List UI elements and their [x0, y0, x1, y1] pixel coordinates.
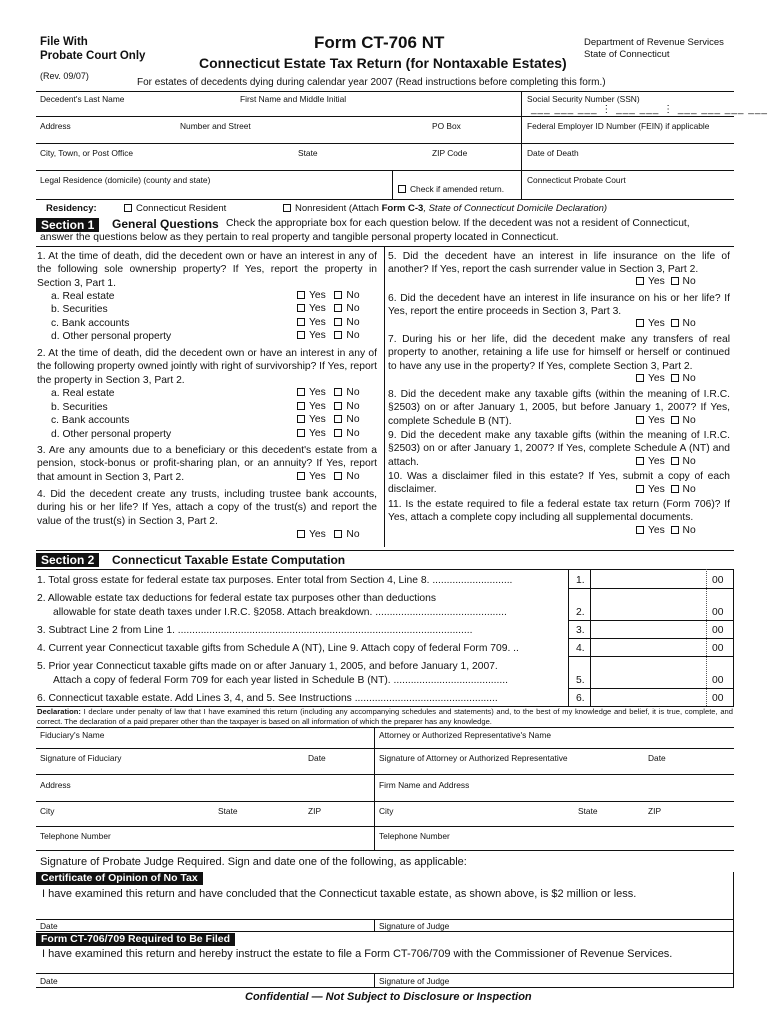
- q2-item-a: a. Real estate: [51, 388, 115, 399]
- checkbox-icon[interactable]: [671, 277, 679, 285]
- yes-label: Yes: [648, 373, 665, 384]
- grid-line: [36, 143, 734, 144]
- checkbox-icon[interactable]: [671, 374, 679, 382]
- form-subtitle: Connecticut Estate Tax Return (for Nontaxable Estates): [199, 55, 567, 71]
- rule: [36, 550, 734, 551]
- legal-residence-field[interactable]: Legal Residence (domicile) (county and state): [40, 175, 211, 185]
- grid-line: [733, 872, 734, 987]
- s2-line6-cents[interactable]: 00: [712, 693, 724, 704]
- checkbox-icon[interactable]: [334, 388, 342, 396]
- s2-line3-text: 3. Subtract Line 2 from Line 1. .......................................................................................................: [37, 625, 473, 636]
- grid-line: [36, 727, 734, 728]
- ssn-blanks: ___ ___ ___ ⋮ ___ ___ ⋮ ___ ___ ___ ___: [531, 104, 768, 115]
- q6-yes-no[interactable]: [636, 318, 696, 329]
- ssn-field[interactable]: Social Security Number (SSN): [527, 94, 640, 104]
- address-field[interactable]: Address: [40, 121, 71, 131]
- checkbox-icon[interactable]: [636, 485, 644, 493]
- nonresident-label: Nonresident (Attach: [295, 203, 382, 214]
- section1-tag: Section 1: [36, 218, 99, 232]
- s2-line2-cents[interactable]: 00: [712, 607, 724, 618]
- revision-label: (Rev. 09/07): [40, 71, 89, 81]
- s2-line3-cents[interactable]: 00: [712, 625, 724, 636]
- column-divider: [384, 246, 385, 547]
- q2b-yes-no[interactable]: [297, 401, 360, 412]
- s2-line3-num: 3.: [576, 625, 585, 636]
- firm-zip-field[interactable]: ZIP: [648, 806, 662, 816]
- rule: [36, 569, 734, 570]
- no-label: No: [346, 303, 360, 314]
- confidential-footer: Confidential — Not Subject to Disclosure or Inspection: [245, 991, 532, 1003]
- fein-field[interactable]: Federal Employer ID Number (FEIN) if applicable: [527, 121, 710, 131]
- question-9: 9. Did the decedent make any taxable gifts (within the meaning of I.R.C. §2503) on or after January 1, 2007? If Yes, complete Schedule A (NT) and attach.: [388, 430, 730, 468]
- grid-line: [374, 973, 375, 987]
- s2-line1-num: 1.: [576, 575, 585, 586]
- grid-line: [36, 973, 734, 974]
- yes-label: Yes: [648, 525, 665, 536]
- s2-line2-text1: 2. Allowable estate tax deductions for federal estate tax purposes other than deductions: [37, 593, 436, 604]
- certificate-title: Certificate of Opinion of No Tax: [36, 872, 203, 885]
- question-10: 10. Was a disclaimer filed in this estate? If Yes, submit a copy of each disclaimer.: [388, 471, 730, 496]
- date-of-death-field[interactable]: Date of Death: [527, 148, 579, 158]
- checkbox-icon[interactable]: [636, 526, 644, 534]
- grid-line: [36, 801, 734, 802]
- last-name-field[interactable]: Decedent's Last Name: [40, 94, 125, 104]
- firm-city-field[interactable]: City: [379, 806, 394, 816]
- rule: [568, 588, 733, 589]
- checkbox-icon[interactable]: [636, 374, 644, 382]
- form-c3-label: Form C-3: [381, 203, 424, 214]
- grid-line: [36, 748, 734, 749]
- yes-label: Yes: [309, 290, 326, 301]
- city-field[interactable]: City, Town, or Post Office: [40, 148, 134, 158]
- attorney-date-field[interactable]: Date: [648, 753, 666, 763]
- checkbox-icon[interactable]: [671, 485, 679, 493]
- checkbox-icon[interactable]: [297, 429, 305, 437]
- checkbox-icon[interactable]: [398, 185, 406, 193]
- checkbox-icon[interactable]: [297, 304, 305, 312]
- domicile-label: , State of Connecticut Domicile Declaration): [423, 203, 608, 214]
- section1-title: General Questions: [112, 217, 219, 231]
- checkbox-icon[interactable]: [636, 416, 644, 424]
- checkbox-icon[interactable]: [636, 319, 644, 327]
- no-label: No: [346, 317, 360, 328]
- grid-line: [374, 727, 375, 850]
- required-text: I have examined this return and hereby instruct the estate to file a Form CT-706/709 with the Commissioner of Revenue Services.: [42, 948, 673, 960]
- q7-yes-no[interactable]: [636, 373, 696, 384]
- q1a-yes-no[interactable]: [297, 290, 360, 301]
- amended-checkbox[interactable]: [398, 184, 504, 194]
- checkbox-icon[interactable]: [636, 277, 644, 285]
- fiduciary-signature-field[interactable]: Signature of Fiduciary: [40, 753, 122, 763]
- resident-label: Connecticut Resident: [136, 203, 227, 214]
- checkbox-icon[interactable]: [671, 457, 679, 465]
- q5-yes-no[interactable]: [636, 276, 696, 287]
- question-4: 4. Did the decedent create any trusts, including trustee bank accounts, during his or her life? If Yes, attach a copy of the trust(s) and report the value of the trust(s) in Section 3, Part 2.: [37, 489, 377, 527]
- form-title: Form CT-706 NT: [314, 33, 445, 52]
- s2-line5-text2: Attach a copy of federal Form 709 for each year listed in Schedule B (NT). ........................................: [53, 675, 508, 686]
- rule: [568, 638, 733, 639]
- checkbox-icon[interactable]: [671, 526, 679, 534]
- s2-line4-num: 4.: [576, 643, 585, 654]
- rule: [568, 688, 733, 689]
- no-label: No: [682, 318, 696, 329]
- checkbox-icon[interactable]: [636, 457, 644, 465]
- s2-line2-num: 2.: [576, 607, 585, 618]
- grid-line: [36, 826, 734, 827]
- no-label: No: [682, 415, 696, 426]
- no-label: No: [682, 373, 696, 384]
- no-label: No: [682, 525, 696, 536]
- q8-yes-no[interactable]: [636, 415, 696, 426]
- checkbox-icon[interactable]: [297, 472, 305, 480]
- checkbox-icon[interactable]: [297, 331, 305, 339]
- instructions-line: For estates of decedents dying during calendar year 2007 (Read instructions before completing this form.): [137, 77, 606, 88]
- question-3: 3. Are any amounts due to a beneficiary or this decedent's estate from a pension, stock-bonus or profit-sharing plan, or an annuity? If Yes, report that amount in Section 3, Part 2.: [37, 445, 377, 483]
- s2-line5-num: 5.: [576, 675, 585, 686]
- section1-intro1: Check the appropriate box for each question below. If the decedent was not a resident of Connecticut,: [226, 218, 690, 229]
- yes-label: Yes: [648, 415, 665, 426]
- grid-line: [392, 170, 393, 199]
- required-title: Form CT-706/709 Required to Be Filed: [36, 933, 235, 946]
- checkbox-icon[interactable]: [297, 530, 305, 538]
- q2-item-c: c. Bank accounts: [51, 415, 130, 426]
- fiduciary-date-field[interactable]: Date: [308, 753, 326, 763]
- q1-item-c: c. Bank accounts: [51, 318, 130, 329]
- yes-label: Yes: [309, 471, 326, 482]
- grid-line: [36, 931, 734, 932]
- residency-label: Residency:: [46, 203, 97, 214]
- checkbox-icon[interactable]: [334, 530, 342, 538]
- no-label: No: [682, 456, 696, 467]
- yes-label: Yes: [648, 456, 665, 467]
- fiduciary-zip-field[interactable]: ZIP: [308, 806, 322, 816]
- no-label: No: [346, 401, 360, 412]
- yes-label: Yes: [309, 317, 326, 328]
- fiduciary-address-field[interactable]: Address: [40, 780, 71, 790]
- no-label: No: [346, 471, 360, 482]
- q2a-yes-no[interactable]: [297, 387, 360, 398]
- no-label: No: [346, 414, 360, 425]
- grid-line: [374, 919, 375, 931]
- attorney-name-field[interactable]: Attorney or Authorized Representative's Name: [379, 730, 551, 740]
- grid-line: [733, 569, 734, 706]
- question-11: 11. Is the estate required to file a federal estate tax return (Form 706)? If Yes, attach a complete copy including all supplemental documents.: [388, 499, 730, 524]
- yes-label: Yes: [309, 330, 326, 341]
- q1-item-a: a. Real estate: [51, 291, 115, 302]
- certificate-date-field[interactable]: Date: [40, 921, 58, 931]
- no-label: No: [346, 529, 360, 540]
- probate-only-label: Probate Court Only: [40, 50, 146, 62]
- grid-line: [36, 170, 734, 171]
- rule: [36, 246, 734, 247]
- dept-line2: State of Connecticut: [584, 49, 670, 60]
- q11-yes-no[interactable]: [636, 525, 696, 536]
- section1-intro2: answer the questions below as they pertain to real property and tangible personal property located in Connecticut.: [40, 232, 559, 243]
- amended-label: Check if amended return.: [410, 184, 505, 194]
- checkbox-icon[interactable]: [334, 331, 342, 339]
- first-name-field[interactable]: First Name and Middle Initial: [240, 94, 347, 104]
- checkbox-icon[interactable]: [283, 204, 291, 212]
- grid-line: [36, 199, 734, 200]
- certificate-text: I have examined this return and have concluded that the Connecticut taxable estate, as shown above, is $2 million or less.: [42, 888, 637, 900]
- firm-state-field[interactable]: State: [578, 806, 598, 816]
- probate-required-text: Signature of Probate Judge Required. Sign and date one of the following, as applicable:: [40, 856, 467, 868]
- firm-phone-field[interactable]: Telephone Number: [379, 831, 450, 841]
- q4-yes-no[interactable]: [297, 529, 360, 540]
- zip-field[interactable]: ZIP Code: [432, 148, 468, 158]
- grid-line: [36, 774, 734, 775]
- q3-yes-no[interactable]: [297, 471, 360, 482]
- q1-item-b: b. Securities: [51, 304, 108, 315]
- s2-line5-cents[interactable]: 00: [712, 675, 724, 686]
- grid-line: [36, 91, 734, 92]
- checkbox-icon[interactable]: [297, 402, 305, 410]
- rule: [568, 620, 733, 621]
- q10-yes-no[interactable]: [636, 484, 696, 495]
- required-date-field[interactable]: Date: [40, 976, 58, 986]
- checkbox-icon[interactable]: [297, 388, 305, 396]
- checkbox-icon[interactable]: [334, 429, 342, 437]
- attorney-signature-field[interactable]: Signature of Attorney or Authorized Representative: [379, 753, 568, 763]
- q1d-yes-no[interactable]: [297, 330, 360, 341]
- question-6: 6. Did the decedent have an interest in life insurance on his or her life? If Yes, report the entire proceeds in Section 3, Part 3.: [388, 293, 730, 318]
- rule: [568, 656, 733, 657]
- grid-line: [36, 919, 734, 920]
- yes-label: Yes: [309, 387, 326, 398]
- firm-name-field[interactable]: Firm Name and Address: [379, 780, 470, 790]
- probate-court-field[interactable]: Connecticut Probate Court: [527, 175, 626, 185]
- q1-item-d: d. Other personal property: [51, 331, 172, 342]
- state-field[interactable]: State: [298, 148, 318, 158]
- q2-item-b: b. Securities: [51, 402, 108, 413]
- no-label: No: [346, 387, 360, 398]
- yes-label: Yes: [309, 303, 326, 314]
- s2-line1-text: 1. Total gross estate for federal estate tax purposes. Enter total from Section 4, Line 8. ............................: [37, 575, 513, 586]
- q2d-yes-no[interactable]: [297, 428, 360, 439]
- checkbox-icon[interactable]: [334, 304, 342, 312]
- yes-label: Yes: [309, 414, 326, 425]
- checkbox-icon[interactable]: [334, 402, 342, 410]
- question-2: 2. At the time of death, did the decedent own or have an interest in any of the following property owned jointly with right of survivorship? If Yes, report the property in Section 3, Part 2.: [37, 348, 377, 386]
- dept-line1: Department of Revenue Services: [584, 37, 724, 48]
- question-1: 1. At the time of death, did the decedent own or have an interest in any of the following sole ownership property? If Yes, report the property in Section 3, Part 1.: [37, 251, 377, 289]
- yes-label: Yes: [648, 484, 665, 495]
- q2c-yes-no[interactable]: [297, 414, 360, 425]
- yes-label: Yes: [648, 276, 665, 287]
- grid-line: [36, 116, 734, 117]
- checkbox-icon[interactable]: [671, 416, 679, 424]
- checkbox-icon[interactable]: [334, 415, 342, 423]
- yes-label: Yes: [309, 529, 326, 540]
- question-7: 7. During his or her life, did the decedent make any transfers of real property to another, retaining a life use for himself or herself or continued to have any use in the property? If Yes, complete Section 3, Part 2.: [388, 334, 730, 372]
- checkbox-icon[interactable]: [334, 318, 342, 326]
- po-box-field[interactable]: PO Box: [432, 121, 461, 131]
- checkbox-icon[interactable]: [297, 415, 305, 423]
- s2-line5-text1: 5. Prior year Connecticut taxable gifts made on or after January 1, 2005, and before January 1, 2007.: [37, 661, 498, 672]
- q1c-yes-no[interactable]: [297, 317, 360, 328]
- declaration-text: I declare under penalty of law that I have examined this return (including any accompanying schedules and statements) and, to the best of my knowledge and belief, it is true, complete, and correct. The declaration of a paid preparer other than the taxpayer is based on all information of which the preparer has any knowledge.: [37, 707, 733, 726]
- question-8: 8. Did the decedent make any taxable gifts (within the meaning of I.R.C. §2503) on or after January 1, 2005, but before January 1, 2007? If Yes, complete Schedule B (NT).: [388, 389, 730, 427]
- checkbox-icon[interactable]: [124, 204, 132, 212]
- section2-title: Connecticut Taxable Estate Computation: [112, 553, 346, 567]
- s2-line4-cents[interactable]: 00: [712, 643, 724, 654]
- no-label: No: [346, 290, 360, 301]
- no-label: No: [346, 330, 360, 341]
- s2-line6-text: 6. Connecticut taxable estate. Add Lines 3, 4, and 5. See Instructions ..................................................: [37, 693, 498, 704]
- s2-line4-text: 4. Current year Connecticut taxable gifts from Schedule A (NT), Line 9. Attach copy of federal Form 709. ..: [37, 643, 519, 654]
- checkbox-icon[interactable]: [297, 318, 305, 326]
- s2-line2-text2: allowable for state death taxes under I.R.C. §2058. Attach breakdown. ..............................................: [53, 607, 507, 618]
- no-label: No: [346, 428, 360, 439]
- declaration-label: Declaration:: [37, 707, 81, 716]
- certificate-judge-signature-field[interactable]: Signature of Judge: [379, 921, 450, 931]
- checkbox-icon[interactable]: [297, 291, 305, 299]
- number-street-label: Number and Street: [180, 121, 251, 131]
- q2-item-d: d. Other personal property: [51, 429, 172, 440]
- grid-line: [521, 91, 522, 199]
- yes-label: Yes: [309, 428, 326, 439]
- yes-label: Yes: [309, 401, 326, 412]
- q9-yes-no[interactable]: [636, 456, 696, 467]
- question-5: 5. Did the decedent have an interest in life insurance on the life of another? If Yes, report the cash surrender value in Section 3, Part 2.: [388, 251, 730, 276]
- s2-line6-num: 6.: [576, 693, 585, 704]
- yes-label: Yes: [648, 318, 665, 329]
- fiduciary-name-field[interactable]: Fiduciary's Name: [40, 730, 105, 740]
- checkbox-icon[interactable]: [334, 472, 342, 480]
- no-label: No: [682, 276, 696, 287]
- resident-checkbox[interactable]: [124, 203, 226, 214]
- fiduciary-phone-field[interactable]: Telephone Number: [40, 831, 111, 841]
- nonresident-checkbox[interactable]: [283, 203, 607, 214]
- file-with-label: File With: [40, 36, 88, 48]
- checkbox-icon[interactable]: [671, 319, 679, 327]
- grid-line: [36, 987, 734, 988]
- section2-tag: Section 2: [36, 553, 99, 567]
- required-judge-signature-field[interactable]: Signature of Judge: [379, 976, 450, 986]
- s2-line1-cents[interactable]: 00: [712, 575, 724, 586]
- fiduciary-city-field[interactable]: City: [40, 806, 55, 816]
- no-label: No: [682, 484, 696, 495]
- declaration: [37, 707, 733, 726]
- q1b-yes-no[interactable]: [297, 303, 360, 314]
- checkbox-icon[interactable]: [334, 291, 342, 299]
- fiduciary-state-field[interactable]: State: [218, 806, 238, 816]
- grid-line: [36, 850, 734, 851]
